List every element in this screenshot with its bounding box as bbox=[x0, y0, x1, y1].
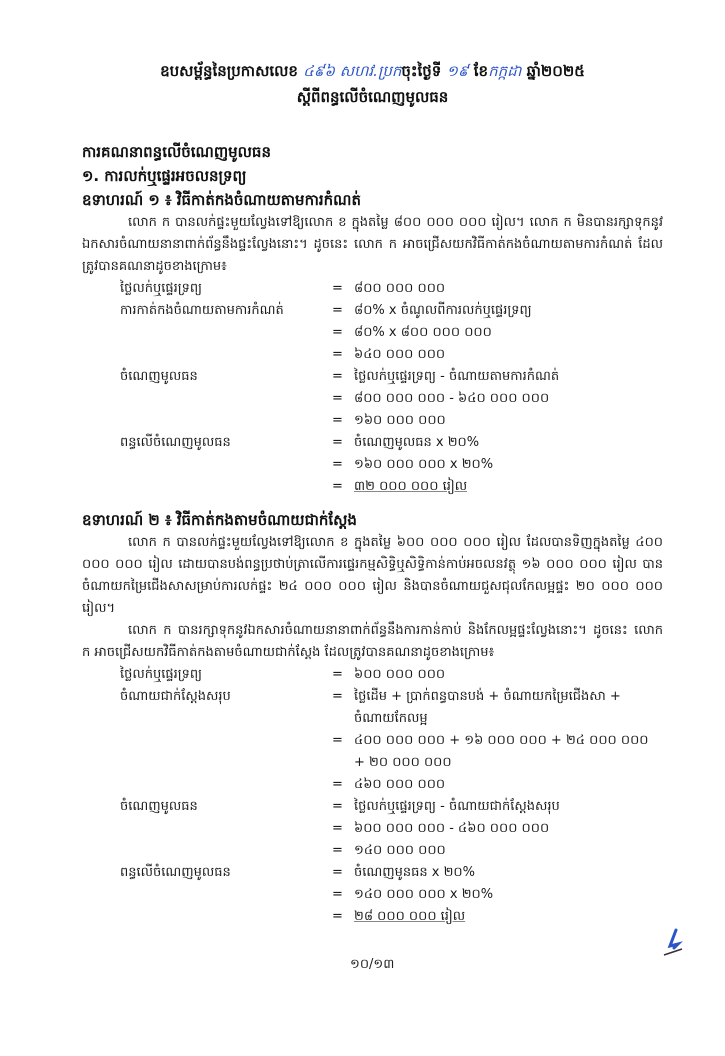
equals-sign: = bbox=[332, 821, 343, 836]
calc-label bbox=[120, 884, 332, 906]
calc-row bbox=[120, 818, 663, 840]
calc-label bbox=[120, 322, 332, 344]
calc-label bbox=[120, 476, 332, 498]
calc-value: ៦០០ ០០០ ០០០ bbox=[354, 667, 446, 682]
calc-label bbox=[120, 410, 332, 432]
calc-value: ១៤០ ០០០ ០០០ x ២០% bbox=[354, 887, 494, 902]
section-heading: ការគណនាពន្ធលើចំណេញមូលធន bbox=[82, 143, 271, 161]
example-2-calculation bbox=[120, 664, 663, 928]
document-subtitle: ស្តីពីពន្ធលើចំណេញមូលធន bbox=[296, 88, 449, 106]
calc-row bbox=[120, 322, 663, 344]
equals-sign: = bbox=[332, 281, 343, 296]
handwritten-prakas-number: ៤៩៦ សហវ.ប្រក bbox=[303, 62, 402, 80]
calc-label: ការកាត់កងចំណាយតាមការកំណត់ bbox=[120, 303, 284, 318]
calc-row bbox=[120, 300, 663, 322]
equals-sign: = bbox=[332, 325, 343, 340]
calc-label bbox=[120, 840, 332, 862]
example-2-heading: ឧទាហរណ៍ ២ ៖ វិធីកាត់កងតាមចំណាយជាក់ស្តែង bbox=[82, 511, 357, 529]
tax-result: ៣២ ០០០ ០០០ រៀល bbox=[354, 479, 468, 494]
title-prefix: ឧបសម្ព័ន្ធនៃប្រកាសលេខ bbox=[160, 62, 298, 80]
equals-sign: = bbox=[332, 303, 343, 318]
calc-value: ១៦០ ០០០ ០០០ x ២០% bbox=[354, 457, 494, 472]
calc-value: ថ្លៃលក់ឬផ្ទេរទ្រព្យ - ចំណាយជាក់ស្តែងសរុប bbox=[354, 799, 560, 814]
equals-sign: = bbox=[332, 413, 343, 428]
equals-sign: = bbox=[332, 733, 343, 748]
document-title bbox=[62, 58, 683, 84]
equals-sign: = bbox=[332, 667, 343, 682]
calc-label: ថ្លៃលក់ឬផ្ទេរទ្រព្យ bbox=[120, 667, 203, 682]
calc-row bbox=[120, 730, 663, 774]
calc-row bbox=[120, 388, 663, 410]
calc-value: ៤០០ ០០០ ០០០ + ១៦ ០០០ ០០០ + ២៤ ០០០ ០០០ + ២០ ០០០ ០០០ bbox=[354, 733, 649, 770]
calc-label bbox=[120, 730, 332, 774]
title-month-label: ខែ bbox=[473, 62, 489, 80]
tax-result: ២៨ ០០០ ០០០ រៀល bbox=[354, 909, 466, 924]
calc-row bbox=[120, 774, 663, 796]
equals-sign: = bbox=[332, 887, 343, 902]
calc-label: ចំណេញមូលធន bbox=[120, 799, 198, 814]
calc-label bbox=[120, 818, 332, 840]
equals-sign: = bbox=[332, 777, 343, 792]
calc-label bbox=[120, 906, 332, 928]
calc-row bbox=[120, 840, 663, 862]
equals-sign: = bbox=[332, 479, 343, 494]
calc-value: ៤៦០ ០០០ ០០០ bbox=[354, 777, 446, 792]
calc-value: ៨០% x ៨០០ ០០០ ០០០ bbox=[354, 325, 492, 340]
calc-row bbox=[120, 432, 663, 454]
example-1-heading: ឧទាហរណ៍ ១ ៖ វិធីកាត់កងចំណាយតាមការកំណត់ bbox=[82, 191, 361, 209]
calc-label bbox=[120, 774, 332, 796]
calc-row bbox=[120, 664, 663, 686]
calc-label: ថ្លៃលក់ឬផ្ទេរទ្រព្យ bbox=[120, 281, 203, 296]
calc-row bbox=[120, 410, 663, 432]
calc-value: ចំណេញមូនធន x ២០% bbox=[354, 865, 475, 880]
calc-value: ៨០០ ០០០ ០០០ bbox=[354, 281, 446, 296]
calc-value: ១៤០ ០០០ ០០០ bbox=[354, 843, 446, 858]
title-date-label: ចុះថ្ងៃទី bbox=[401, 62, 442, 80]
example-2-paragraph-2: លោក ក បានរក្សាទុកនូវឯកសារចំណាយនានាពាក់ព័ន្ធនឹងការកាន់កាប់ និងកែលម្អផ្ទះល្វែងនោះ។ ដូចនេះ លោក ក អាចជ្រើសយកវិធីកាត់កងតាមចំណាយជាក់ស្តែង ដែលត្រូវបានគណនាដូចខាងក្រោម៖ bbox=[82, 623, 663, 660]
calc-label: ចំណេញមូលធន bbox=[120, 369, 198, 384]
calc-row bbox=[120, 278, 663, 300]
equals-sign: = bbox=[332, 799, 343, 814]
calc-value: ថ្លៃដើម + ប្រាក់ពន្ធបានបង់ + ចំណាយកម្រៃជើងសា + ចំណាយកែលម្អ bbox=[354, 689, 621, 726]
calc-label bbox=[120, 388, 332, 410]
calc-value: ថ្លៃលក់ឬផ្ទេរទ្រព្យ - ចំណាយតាមការកំណត់ bbox=[354, 369, 560, 384]
calc-value bbox=[354, 906, 663, 928]
calc-value: ៦៤០ ០០០ ០០០ bbox=[354, 347, 446, 362]
calc-row bbox=[120, 796, 663, 818]
handwritten-month: កក្កដា bbox=[488, 62, 522, 80]
calc-label: ចំណាយជាក់ស្តែងសរុប bbox=[120, 689, 231, 704]
page-footer bbox=[82, 946, 663, 986]
calc-value: ៦០០ ០០០ ០០០ - ៤៦០ ០០០ ០០០ bbox=[354, 821, 550, 836]
equals-sign: = bbox=[332, 909, 343, 924]
equals-sign: = bbox=[332, 369, 343, 384]
example-1-calculation bbox=[120, 278, 663, 498]
signature-initial-icon bbox=[662, 928, 686, 958]
equals-sign: = bbox=[332, 435, 343, 450]
equals-sign: = bbox=[332, 865, 343, 880]
page-number: ១០/១៣ bbox=[350, 957, 395, 972]
calc-row bbox=[120, 476, 663, 498]
calc-label bbox=[120, 454, 332, 476]
calc-row bbox=[120, 686, 663, 730]
calc-label: ពន្ធលើចំណេញមូលធន bbox=[120, 435, 231, 450]
example-2-paragraph-1: លោក ក បានលក់ផ្ទះមួយល្វែងទៅឱ្យលោក ខ ក្នុងតម្លៃ ៦០០ ០០០ ០០០ រៀល ដែលបានទិញក្នុងតម្លៃ ៤០០ ០០០ ០០០ រៀល ដោយបានបង់ពន្ធប្រថាប់ត្រាលើការផ្ទេរកម្មសិទ្ធិឬសិទ្ធិកាន់កាប់អចលនវត្ថុ ១៦ ០០០ ០០០ រៀល បានចំណាយកម្រៃជើងសាសម្រាប់ការលក់ផ្ទះ ២៤ ០០០ ០០០ រៀល និងបានចំណាយជួសជុលកែលម្អផ្ទះ ២០ ០០០ ០០០ រៀល។ bbox=[82, 535, 663, 616]
calc-row bbox=[120, 344, 663, 366]
section-subheading: ១. ការលក់ឬផ្ទេរអចលនទ្រព្យ bbox=[82, 167, 247, 185]
calc-row bbox=[120, 366, 663, 388]
equals-sign: = bbox=[332, 843, 343, 858]
calc-row bbox=[120, 906, 663, 928]
calc-value: ១៦០ ០០០ ០០០ bbox=[354, 413, 446, 428]
handwritten-day: ១៩ bbox=[446, 62, 469, 80]
title-year: ឆ្នាំ២០២៥ bbox=[526, 62, 585, 80]
equals-sign: = bbox=[332, 347, 343, 362]
calc-label: ពន្ធលើចំណេញមូលធន bbox=[120, 865, 231, 880]
calc-value: ៨០% x ចំណូលពីការលក់ឬផ្ទេរទ្រព្យ bbox=[354, 303, 532, 318]
equals-sign: = bbox=[332, 689, 343, 704]
equals-sign: = bbox=[332, 457, 343, 472]
example-1-paragraph: លោក ក បានលក់ផ្ទះមួយល្វែងទៅឱ្យលោក ខ ក្នុងតម្លៃ ៨០០ ០០០ ០០០ រៀល។ លោក ក មិនបានរក្សាទុកនូវឯកសារចំណាយនានាពាក់ព័ន្ធនឹងផ្ទះល្វែងនោះ។ ដូចនេះ លោក ក អាចជ្រើសយកវិធីកាត់កងចំណាយតាមការកំណត់ ដែលត្រូវបានគណនាដូចខាងក្រោម៖ bbox=[82, 215, 663, 274]
calc-row bbox=[120, 454, 663, 476]
calc-row bbox=[120, 884, 663, 906]
calc-value: ចំណេញមូលធន x ២០% bbox=[354, 435, 480, 450]
calc-label bbox=[120, 344, 332, 366]
calc-value bbox=[354, 476, 663, 498]
calc-value: ៨០០ ០០០ ០០០ - ៦៤០ ០០០ ០០០ bbox=[354, 391, 550, 406]
calc-row bbox=[120, 862, 663, 884]
equals-sign: = bbox=[332, 391, 343, 406]
